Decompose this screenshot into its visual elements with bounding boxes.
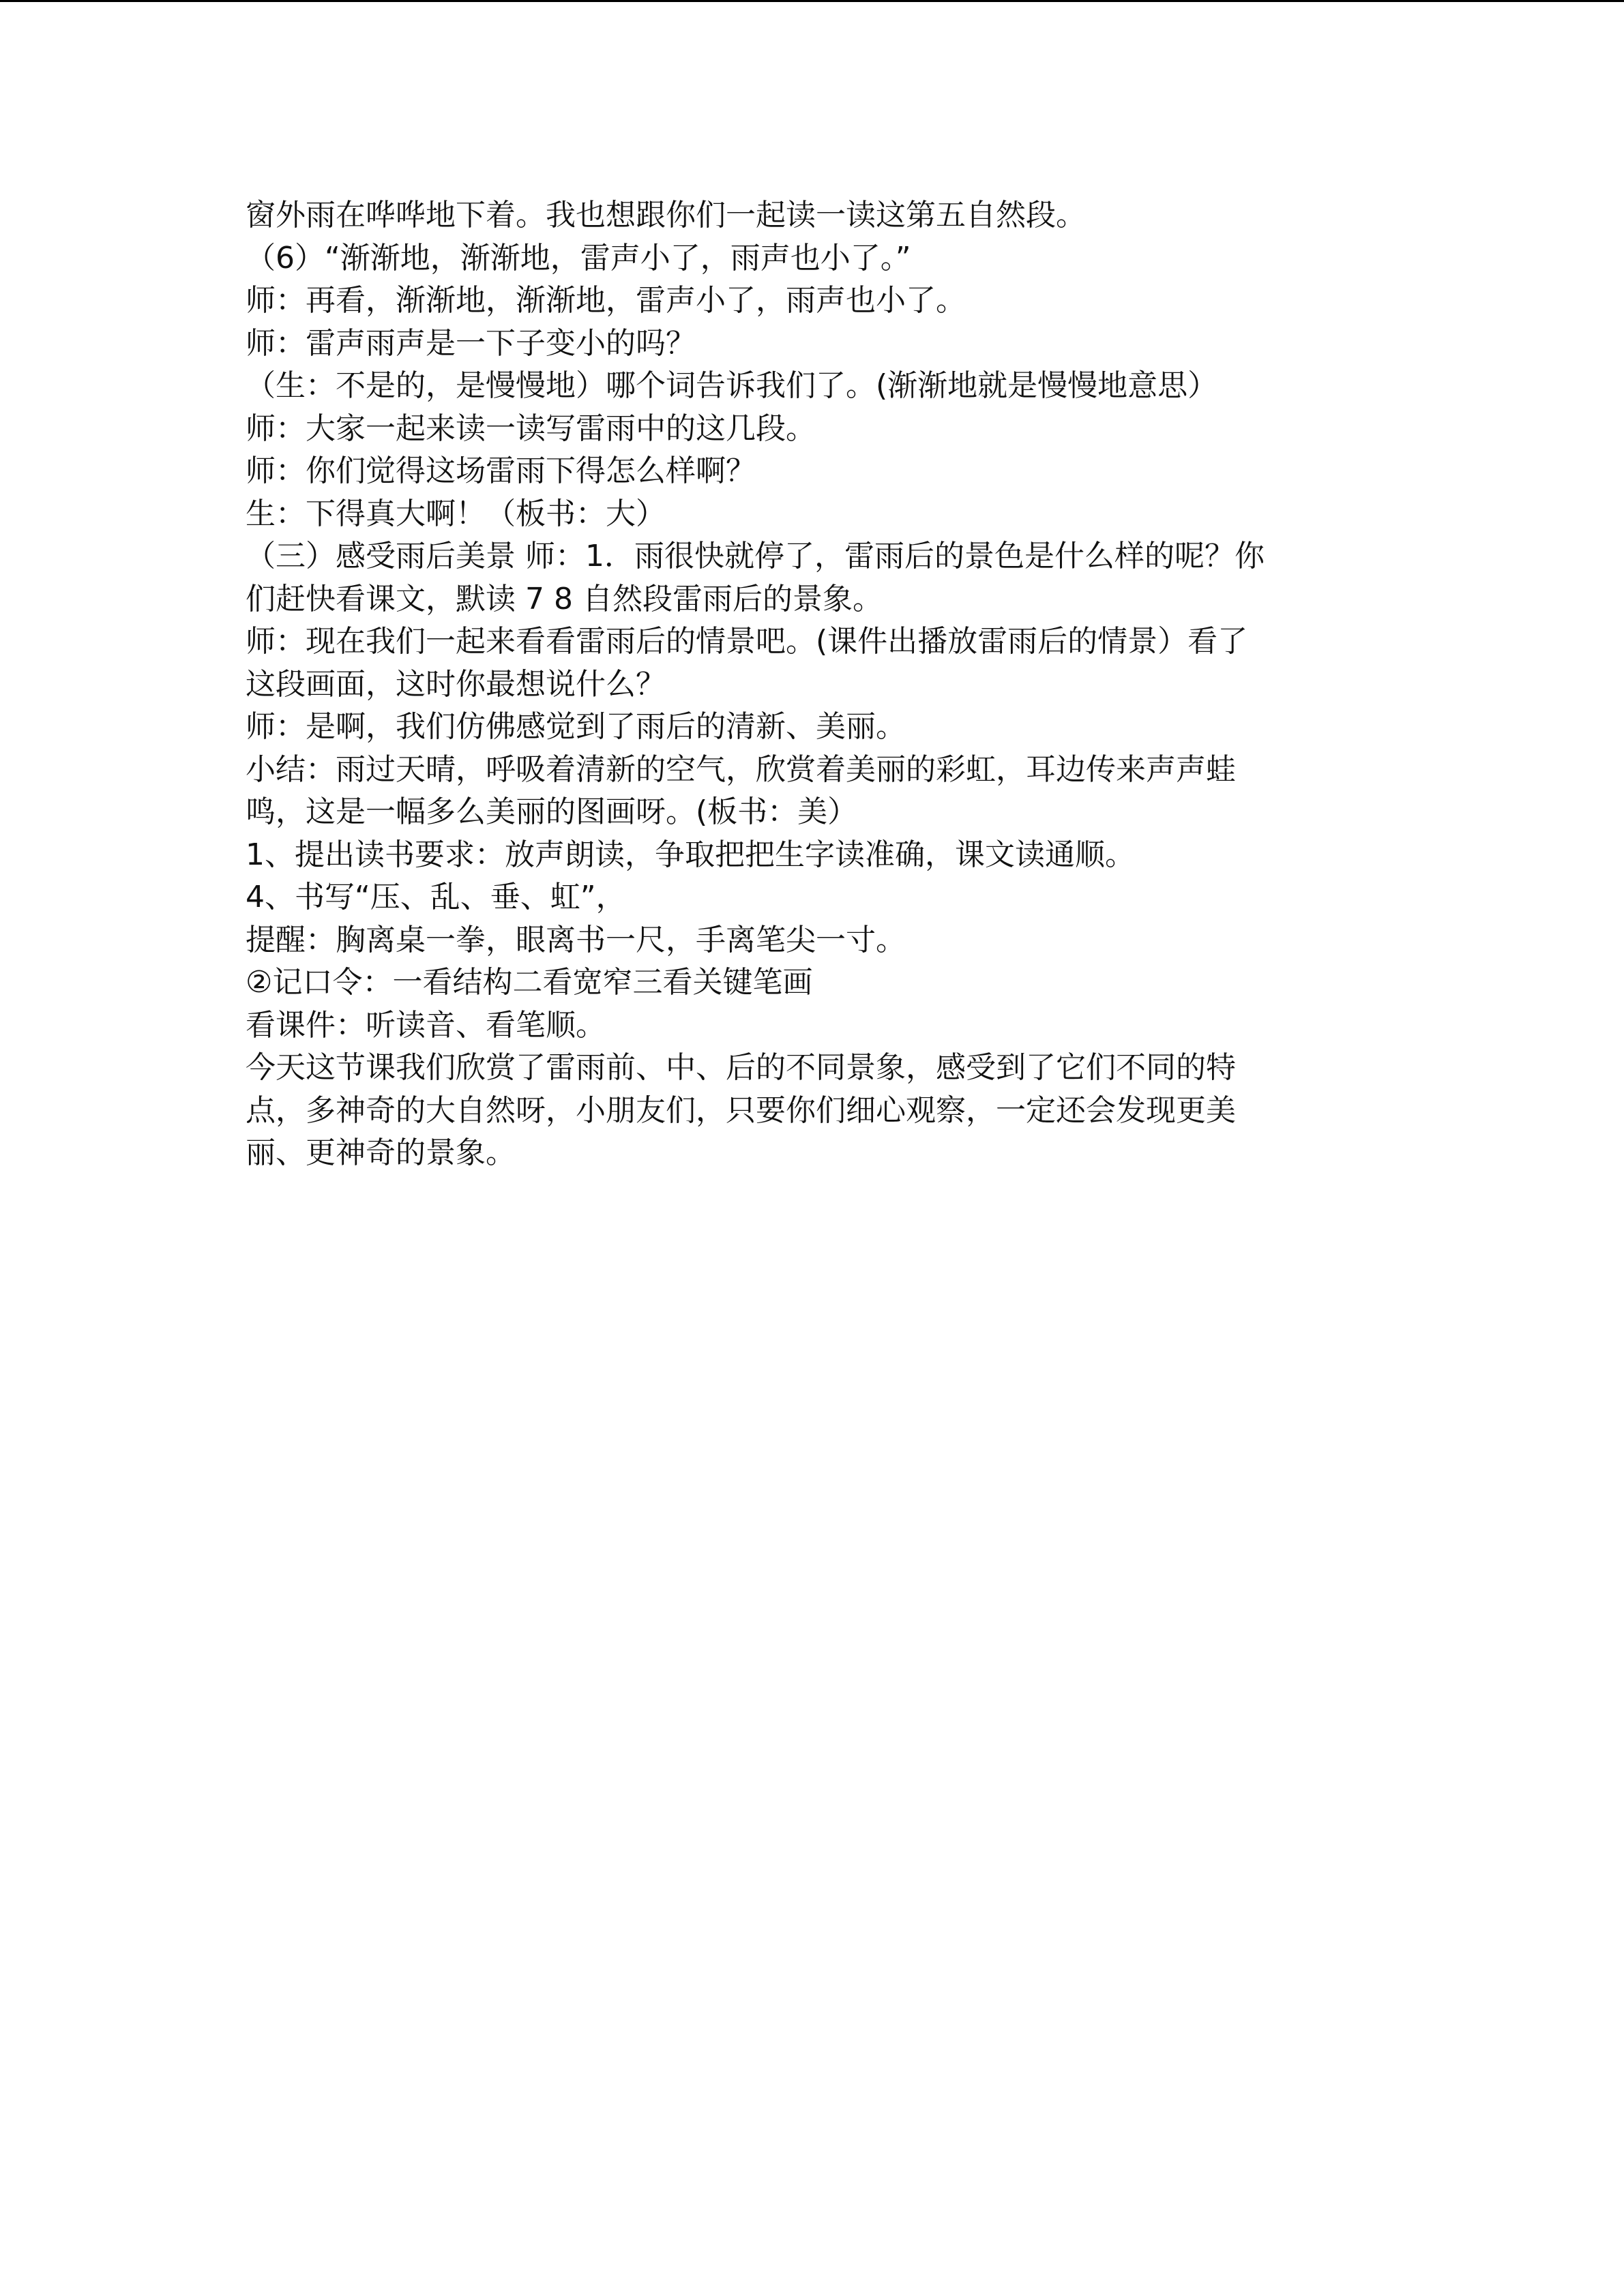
text-line: 师：是啊，我们仿佛感觉到了雨后的清新、美丽。	[246, 709, 906, 744]
text-line: 4、书写“压、乱、垂、虹”，	[246, 880, 626, 914]
text-line: 师：你们觉得这场雷雨下得怎么样啊？	[246, 453, 756, 488]
document-body	[246, 194, 1405, 1175]
text-line: 师：大家一起来读一读写雷雨中的这几段。	[246, 411, 816, 446]
text-line: 看课件：听读音、看笔顺。	[246, 1007, 606, 1043]
text-line: 点，多神奇的大自然呀，小朋友们，只要你们细心观察，一定还会发现更美	[246, 1092, 1236, 1128]
text-line: 们赶快看课文，默读 7 8 自然段雷雨后的景象。	[246, 581, 883, 616]
text-line: 鸣，这是一幅多么美丽的图画呀。(板书：美）	[246, 794, 858, 829]
text-line: 师：雷声雨声是一下子变小的吗？	[246, 325, 696, 361]
text-line: 1、提出读书要求：放声朗读，争取把把生字读准确，课文读通顺。	[246, 837, 1135, 872]
page-top-border	[0, 0, 1624, 2]
text-line: 今天这节课我们欣赏了雷雨前、中、后的不同景象，感受到了它们不同的特	[246, 1050, 1236, 1085]
text-line: （三）感受雨后美景 师：1．雨很快就停了，雷雨后的景色是什么样的呢？你	[246, 539, 1265, 573]
text-line: 师：再看，渐渐地，渐渐地，雷声小了，雨声也小了。	[246, 283, 966, 318]
text-line: （生：不是的，是慢慢地）哪个词告诉我们了。(渐渐地就是慢慢地意思）	[246, 368, 1218, 403]
text-line: 师：现在我们一起来看看雷雨后的情景吧。(课件出播放雷雨后的情景）看了	[246, 624, 1248, 659]
text-line: （6）“渐渐地，渐渐地，雷声小了，雨声也小了。”	[246, 240, 911, 275]
text-line: 窗外雨在哗哗地下着。我也想跟你们一起读一读这第五自然段。	[246, 198, 1086, 233]
text-line: 提醒：胸离桌一拳，眼离书一尺，手离笔尖一寸。	[246, 922, 906, 957]
text-line: ②记口令：一看结构二看宽窄三看关键笔画	[246, 965, 813, 1000]
text-line: 丽、更神奇的景象。	[246, 1135, 516, 1170]
text-line: 这段画面，这时你最想说什么？	[246, 666, 666, 702]
text-line: 小结：雨过天晴，呼吸着清新的空气，欣赏着美丽的彩虹，耳边传来声声蛙	[246, 751, 1236, 787]
text-line: 生：下得真大啊！（板书：大）	[246, 496, 666, 531]
